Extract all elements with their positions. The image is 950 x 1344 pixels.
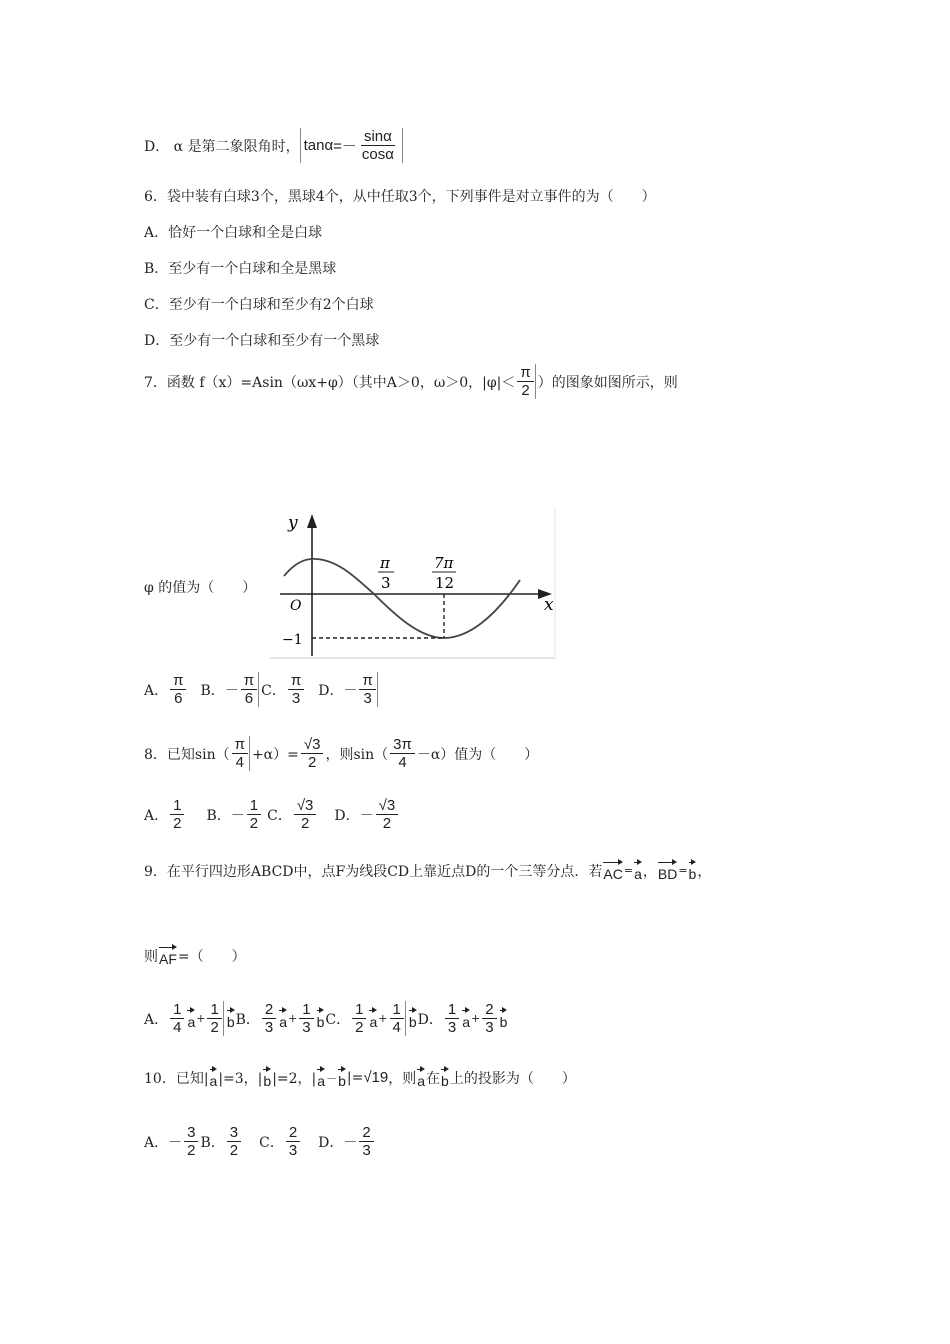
sin-over-cos-fraction: $\frac{\sin\alpha}{\cos\alpha}$ — [361, 128, 394, 163]
q9-d-frac2: $\frac{2}{3}$ — [482, 1001, 496, 1036]
q7-opt-a-fraction: $\frac{\pi}{6}$ — [170, 672, 186, 707]
vector-a: a — [279, 1007, 287, 1030]
q10-opt-d-fraction: $\frac{2}{3}$ — [359, 1124, 373, 1159]
q8-opt-d-fraction: $\frac{√3}{2}$ — [376, 797, 399, 832]
q9-a-frac2: $\frac{1}{2}$ — [207, 1001, 223, 1036]
sine-curve — [284, 559, 520, 638]
vector-a: a — [187, 1007, 195, 1030]
equals-minus: =－ — [333, 138, 357, 155]
q8-opt-b-fraction: $\frac{1}{2}$ — [247, 797, 261, 832]
sqrt-19: √19 — [363, 1069, 389, 1086]
q8-opt-a-fraction: $\frac{1}{2}$ — [170, 797, 184, 832]
q6-option-d: D．至少有一个白球和至少有一个黑球 — [144, 333, 380, 349]
q7-opt-b-label: B．－ — [200, 682, 239, 699]
y-axis-arrow — [307, 514, 317, 528]
q9-options: A． $\frac{1}{4}$ a + $\frac{1}{2}$ b B． $\frac{2}{3}$ a + $\frac{1}{3}$ b C． $\frac{1}{2}$ a + $\frac{1}{4}$ b D． $\frac{1}{3}$ a + $\frac{2}{3}$ b — [144, 1001, 508, 1036]
q7-opt-d-label: D．－ — [318, 682, 358, 699]
q7-opt-c-label: C． — [261, 682, 286, 699]
q5-option-d — [144, 128, 403, 163]
q7-opt-b-fraction: $\frac{\pi}{6}$ — [241, 672, 259, 707]
vector-a: a — [317, 1066, 325, 1089]
q7-stem-continued: φ 的值为（ ） — [144, 580, 257, 596]
vector-a: a — [462, 1007, 470, 1030]
q7-options — [144, 672, 380, 707]
q8-opt-c-fraction: $\frac{√3}{2}$ — [294, 797, 317, 832]
q6-option-b: B．至少有一个白球和全是黑球 — [144, 261, 337, 277]
vector-b: b — [338, 1066, 346, 1089]
3pi-over-4-fraction: $\frac{3\pi}{4}$ — [390, 736, 415, 771]
q7-opt-a-label: A． — [144, 682, 169, 699]
tan-label: tanα — [303, 137, 334, 154]
vector-b: b — [263, 1066, 271, 1089]
q6-stem: 6．袋中装有白球3个，黑球4个，从中任取3个，下列事件是对立事件的为（ ） — [144, 189, 656, 205]
q9-stem: 9．在平行四边形ABCD中，点F为线段CD上靠近点D的一个三等分点．若 AC = a ， BD = b ， — [144, 859, 711, 882]
vector-bd: BD — [658, 859, 677, 882]
q9-c-frac1: $\frac{1}{2}$ — [352, 1001, 366, 1036]
q10-opt-a-fraction: $\frac{3}{2}$ — [184, 1124, 198, 1159]
q10-options: A．－ $\frac{3}{2}$ B． $\frac{3}{2}$ C． $\frac{2}{3}$ D．－ $\frac{2}{3}$ — [144, 1124, 376, 1159]
q7-stem: 7．函数 f（x）=Asin（ωx+φ）（其中A＞0，ω＞0，|φ|＜ $\frac{\pi}{2}$ ）的图象如图所示，则 — [144, 364, 678, 399]
q8-options: A． $\frac{1}{2}$ B．－ $\frac{1}{2}$ C． $\frac{√3}{2}$ D．－ $\frac{√3}{2}$ — [144, 797, 400, 832]
vector-a: a — [369, 1007, 377, 1030]
x-axis-label: x — [544, 595, 554, 615]
pi-over-2-fraction: $\frac{\pi}{2}$ — [517, 364, 535, 399]
tick-7pi12-den: 12 — [435, 574, 455, 592]
tick-pi3-num: π — [380, 554, 390, 572]
origin-label: O — [290, 598, 302, 614]
q10-opt-c-fraction: $\frac{2}{3}$ — [286, 1124, 300, 1159]
vector-b: b — [441, 1066, 449, 1089]
sqrt3-over-2-fraction: $\frac{√3}{2}$ — [301, 736, 324, 771]
pi-over-4-fraction: $\frac{\pi}{4}$ — [232, 736, 250, 771]
vector-a: a — [417, 1066, 425, 1089]
vector-af: AF — [159, 944, 177, 967]
sine-graph — [270, 508, 558, 660]
min-label: −1 — [282, 632, 303, 648]
vector-b: b — [500, 1007, 508, 1030]
q9-a-frac1: $\frac{1}{4}$ — [170, 1001, 184, 1036]
vector-b: b — [409, 1007, 417, 1030]
q5-d-text: D． α 是第二象限角时， — [144, 138, 300, 155]
y-axis-label: y — [288, 513, 298, 533]
vector-b: b — [689, 859, 697, 882]
vector-b: b — [227, 1007, 235, 1030]
q9-c-frac2: $\frac{1}{4}$ — [390, 1001, 406, 1036]
q8-stem: 8．已知sin（ $\frac{\pi}{4}$ +α）= $\frac{√3}{2}$ ，则sin（ $\frac{3\pi}{4}$ －α）值为（ ） — [144, 736, 539, 771]
q9-b-frac1: $\frac{2}{3}$ — [262, 1001, 276, 1036]
q10-stem: 10．已知| a |=3，| b |=2，| a － b |= √19 ，则 a 在 b 上的投影为（ ） — [144, 1066, 576, 1089]
tick-pi3-den: 3 — [381, 574, 391, 592]
q9-d-frac1: $\frac{1}{3}$ — [445, 1001, 459, 1036]
vector-a: a — [634, 859, 642, 882]
q7-opt-d-fraction: $\frac{\pi}{3}$ — [359, 672, 377, 707]
vector-a: a — [210, 1066, 218, 1089]
q7-opt-c-fraction: $\frac{\pi}{3}$ — [288, 672, 304, 707]
q9-stem-continued: 则 AF =（ ） — [144, 944, 246, 967]
tick-7pi12-num: 7π — [434, 554, 454, 572]
q6-option-c: C．至少有一个白球和至少有2个白球 — [144, 297, 374, 313]
q6-option-a: A．恰好一个白球和全是白球 — [144, 225, 323, 241]
q5-tan-formula — [300, 128, 403, 163]
q9-b-frac2: $\frac{1}{3}$ — [299, 1001, 313, 1036]
vector-b: b — [317, 1007, 325, 1030]
vector-ac: AC — [603, 859, 622, 882]
q10-opt-b-fraction: $\frac{3}{2}$ — [227, 1124, 241, 1159]
